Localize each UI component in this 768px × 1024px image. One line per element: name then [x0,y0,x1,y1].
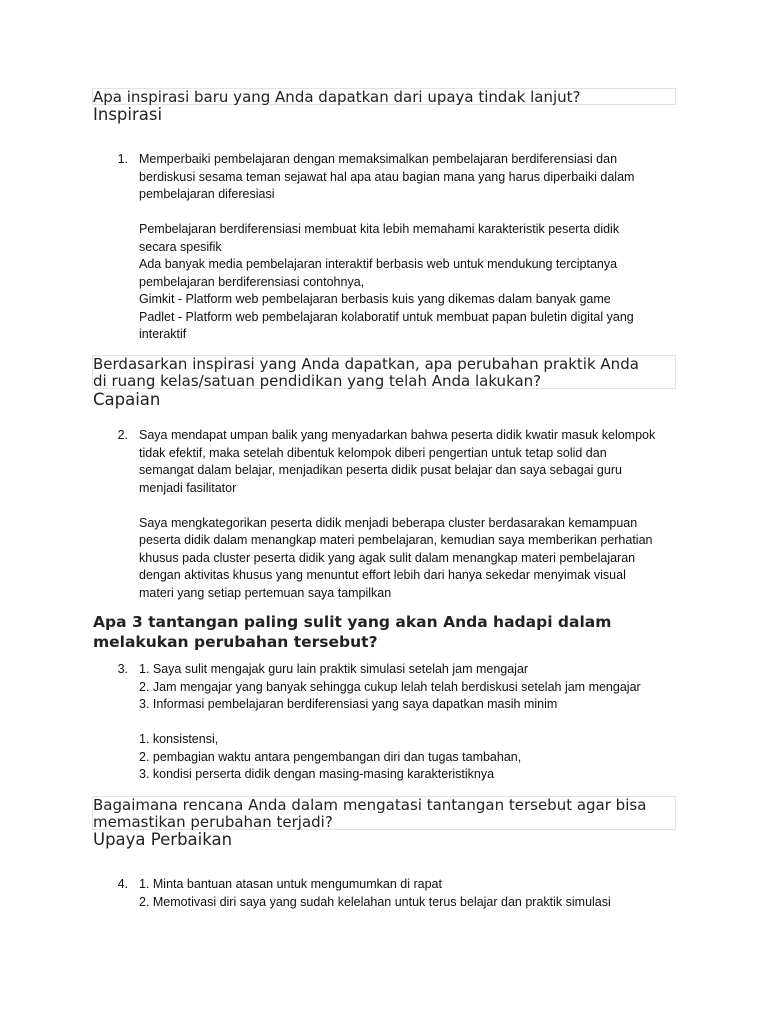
answer-2-line: peserta didik dalam menangkap materi pembelajaran, kemudian saya memberikan perhatian [139,533,653,547]
answer-1-line: Pembelajaran berdiferensiasi membuat kita lebih memahami karakteristik peserta didik [139,222,620,236]
section-heading-upaya-perbaikan: Upaya Perbaikan [93,830,233,849]
answer-3-line: 3. kondisi perserta didik dengan masing-masing karakteristiknya [139,767,495,781]
question-1-line: Apa inspirasi baru yang Anda dapatkan dari upaya tindak lanjut? [93,88,581,106]
answer-2-line: menjadi fasilitator [139,480,237,495]
question-heading-3 [93,612,611,652]
answer-3-line: 2. pembagian waktu antara pengembangan diri dan tugas tambahan, [139,749,522,764]
paragraph-gap [139,204,679,222]
question-box-1 [92,88,676,105]
answer-3-line: 2. Jam mengajar yang banyak sehingga cukup lelah telah berdiskusi setelah jam mengajar [139,679,641,694]
answer-1-line: pembelajaran diferesiasi [139,187,275,201]
answer-4-line: 1. Minta bantuan atasan untuk mengumumkan di rapat [139,877,442,891]
answer-4 [139,876,679,911]
answer-2-line: khusus pada cluster peserta didik yang agak sulit dalam menangkap materi pembelajaran [139,550,636,565]
question-2-line: di ruang kelas/satuan pendidikan yang telah Anda lakukan? [93,372,542,390]
answer-2 [139,427,679,602]
answer-3-line: 1. konsistensi, [139,732,219,746]
answer-1-line: Ada banyak media pembelajaran interaktif berbasis web untuk mendukung terciptanya [139,257,618,271]
list-number-1: 1. [117,152,128,166]
answer-3-line: 1. Saya sulit mengajak guru lain praktik simulasi setelah jam mengajar [139,662,529,676]
answer-3-line: 3. Informasi pembelajaran berdiferensiasi yang saya dapatkan masih minim [139,697,558,711]
answer-2-line: materi yang setiap pertemuan saya tampilkan [139,585,392,600]
list-number-2: 2. [117,428,128,442]
answer-2-line: tidak efektif, maka setelah dibentuk kelompok diberi pengertian untuk tetap solid dan [139,445,607,460]
paragraph-gap [139,714,679,732]
list-number-3: 3. [117,662,128,676]
answer-2-line: Saya mengkategorikan peserta didik menjadi beberapa cluster berdasarakan kemampuan [139,515,638,530]
answer-1-line: interaktif [139,327,187,341]
question-4-line: Bagaimana rencana Anda dalam mengatasi tantangan tersebut agar bisa [93,796,647,814]
answer-1 [139,151,679,344]
answer-1-line: Memperbaiki pembelajaran dengan memaksimalkan pembelajaran berdiferensiasi dan [139,152,618,166]
list-number-4: 4. [117,877,128,891]
question-2-line: Berdasarkan inspirasi yang Anda dapatkan, apa perubahan praktik Anda [93,355,639,373]
answer-2-line: dengan aktivitas khusus yang menuntut effort lebih dari hanya sekedar menyimak visual [139,568,626,582]
answer-3 [139,661,679,784]
question-box-4 [92,796,676,830]
question-box-2 [92,355,676,389]
answer-1-line: pembelajaran berdiferensiasi contohnya, [139,274,365,289]
paragraph-gap [139,497,679,515]
answer-4-line: 2. Memotivasi diri saya yang sudah kelelahan untuk terus belajar dan praktik simulasi [139,894,611,909]
answer-1-line: Padlet - Platform web pembelajaran kolaboratif untuk membuat papan buletin digital yang [139,309,634,324]
section-heading-inspirasi: Inspirasi [93,105,163,124]
question-3-line: melakukan perubahan tersebut? [93,633,378,651]
question-4-line: memastikan perubahan terjadi? [93,813,333,831]
answer-1-line: secara spesifik [139,239,222,254]
answer-1-line: Gimkit - Platform web pembelajaran berbasis kuis yang dikemas dalam banyak game [139,292,611,306]
answer-2-line: semangat dalam belajar, menjadikan peserta didik pusat belajar dan saya sebagai guru [139,463,622,477]
section-heading-capaian: Capaian [93,390,161,409]
answer-2-line: Saya mendapat umpan balik yang menyadarkan bahwa peserta didik kwatir masuk kelompok [139,428,656,442]
question-3-line: Apa 3 tantangan paling sulit yang akan Anda hadapi dalam [93,613,612,631]
answer-1-line: berdiskusi sesama teman sejawat hal apa atau bagian mana yang harus diperbaiki dalam [139,169,635,184]
